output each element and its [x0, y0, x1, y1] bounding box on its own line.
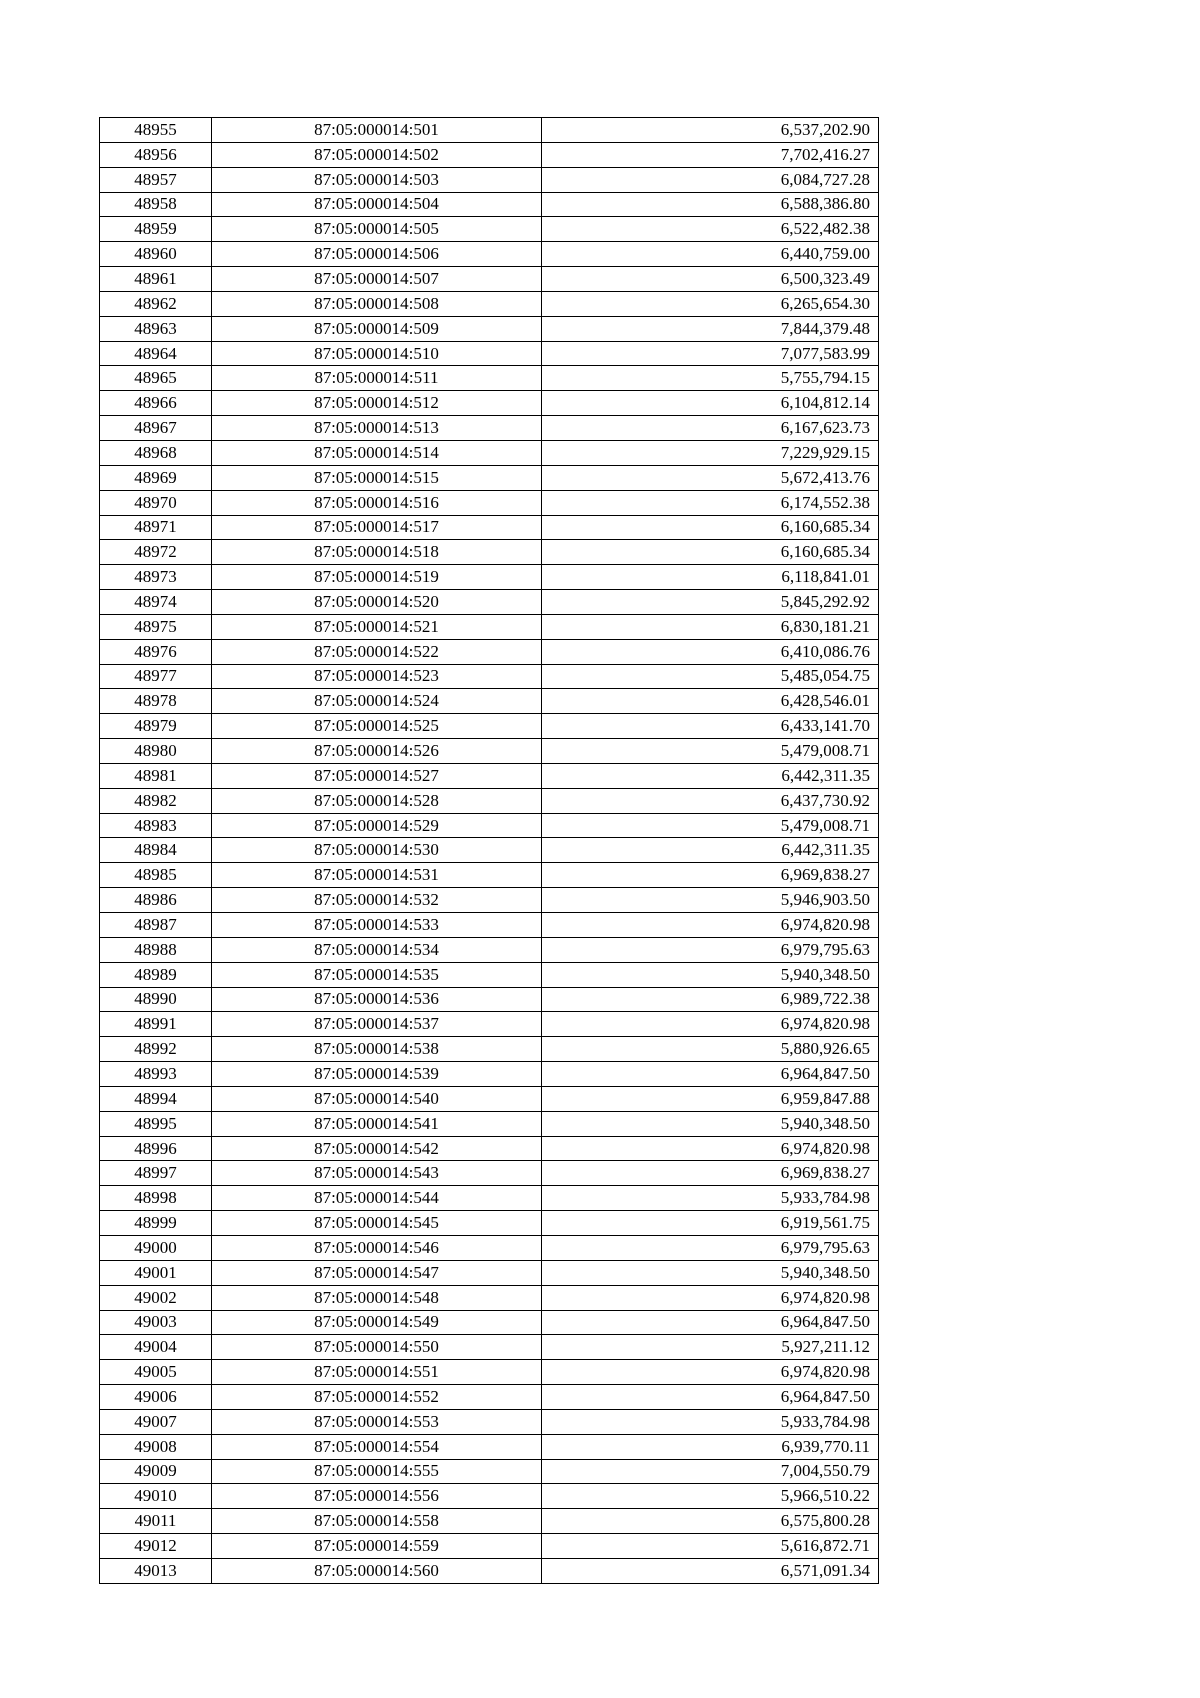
table-row [100, 639, 879, 664]
row-number-cell: 48976 [100, 639, 212, 664]
cadastral-number-cell: 87:05:000014:536 [212, 987, 542, 1012]
cadastral-number-cell: 87:05:000014:530 [212, 838, 542, 863]
value-cell: 6,522,482.38 [542, 217, 879, 242]
row-number-cell: 48987 [100, 913, 212, 938]
value-cell: 5,940,348.50 [542, 1111, 879, 1136]
cadastral-number-cell: 87:05:000014:540 [212, 1086, 542, 1111]
row-number-cell: 48979 [100, 714, 212, 739]
value-cell: 6,174,552.38 [542, 490, 879, 515]
cadastral-number-cell: 87:05:000014:534 [212, 937, 542, 962]
value-cell: 6,571,091.34 [542, 1558, 879, 1583]
table-row [100, 1260, 879, 1285]
row-number-cell: 48972 [100, 540, 212, 565]
cadastral-number-cell: 87:05:000014:551 [212, 1360, 542, 1385]
table-row [100, 714, 879, 739]
value-cell: 6,959,847.88 [542, 1086, 879, 1111]
table-row [100, 614, 879, 639]
cadastral-number-cell: 87:05:000014:515 [212, 465, 542, 490]
value-cell: 5,672,413.76 [542, 465, 879, 490]
value-cell: 6,575,800.28 [542, 1509, 879, 1534]
row-number-cell: 48964 [100, 341, 212, 366]
table-row [100, 1534, 879, 1559]
value-cell: 6,974,820.98 [542, 1360, 879, 1385]
value-cell: 6,974,820.98 [542, 1136, 879, 1161]
cadastral-number-cell: 87:05:000014:502 [212, 142, 542, 167]
cadastral-number-cell: 87:05:000014:552 [212, 1385, 542, 1410]
cadastral-number-cell: 87:05:000014:504 [212, 192, 542, 217]
value-cell: 5,940,348.50 [542, 1260, 879, 1285]
table-row [100, 1037, 879, 1062]
cadastral-number-cell: 87:05:000014:541 [212, 1111, 542, 1136]
table-row [100, 1136, 879, 1161]
cadastral-number-cell: 87:05:000014:525 [212, 714, 542, 739]
cadastral-number-cell: 87:05:000014:505 [212, 217, 542, 242]
table-row [100, 1509, 879, 1534]
table-row [100, 1459, 879, 1484]
cadastral-number-cell: 87:05:000014:509 [212, 316, 542, 341]
value-cell: 5,880,926.65 [542, 1037, 879, 1062]
row-number-cell: 48956 [100, 142, 212, 167]
cadastral-number-cell: 87:05:000014:544 [212, 1186, 542, 1211]
table-row [100, 490, 879, 515]
table-row [100, 788, 879, 813]
table-row [100, 813, 879, 838]
value-cell: 6,428,546.01 [542, 689, 879, 714]
row-number-cell: 48969 [100, 465, 212, 490]
value-cell: 6,964,847.50 [542, 1385, 879, 1410]
table-body [100, 118, 879, 1584]
row-number-cell: 48985 [100, 863, 212, 888]
row-number-cell: 48966 [100, 391, 212, 416]
cadastral-number-cell: 87:05:000014:522 [212, 639, 542, 664]
table-row [100, 366, 879, 391]
row-number-cell: 48980 [100, 739, 212, 764]
table-row [100, 1434, 879, 1459]
value-cell: 6,265,654.30 [542, 291, 879, 316]
row-number-cell: 48960 [100, 242, 212, 267]
cadastral-number-cell: 87:05:000014:555 [212, 1459, 542, 1484]
table-row [100, 1211, 879, 1236]
cadastral-number-cell: 87:05:000014:513 [212, 416, 542, 441]
row-number-cell: 49001 [100, 1260, 212, 1285]
cadastral-number-cell: 87:05:000014:535 [212, 962, 542, 987]
value-cell: 5,845,292.92 [542, 590, 879, 615]
value-cell: 7,229,929.15 [542, 440, 879, 465]
value-cell: 5,479,008.71 [542, 739, 879, 764]
row-number-cell: 48975 [100, 614, 212, 639]
cadastral-number-cell: 87:05:000014:532 [212, 888, 542, 913]
value-cell: 6,440,759.00 [542, 242, 879, 267]
table-row [100, 1484, 879, 1509]
cadastral-number-cell: 87:05:000014:527 [212, 763, 542, 788]
cadastral-number-cell: 87:05:000014:508 [212, 291, 542, 316]
table-row [100, 1161, 879, 1186]
table-row [100, 1360, 879, 1385]
value-cell: 6,969,838.27 [542, 1161, 879, 1186]
value-cell: 6,989,722.38 [542, 987, 879, 1012]
value-cell: 6,939,770.11 [542, 1434, 879, 1459]
value-cell: 6,437,730.92 [542, 788, 879, 813]
value-cell: 6,919,561.75 [542, 1211, 879, 1236]
row-number-cell: 48983 [100, 813, 212, 838]
value-cell: 6,500,323.49 [542, 267, 879, 292]
row-number-cell: 48984 [100, 838, 212, 863]
cadastral-number-cell: 87:05:000014:507 [212, 267, 542, 292]
cadastral-number-cell: 87:05:000014:553 [212, 1409, 542, 1434]
table-row [100, 1385, 879, 1410]
cadastral-number-cell: 87:05:000014:531 [212, 863, 542, 888]
row-number-cell: 48971 [100, 515, 212, 540]
value-cell: 6,588,386.80 [542, 192, 879, 217]
cadastral-number-cell: 87:05:000014:533 [212, 913, 542, 938]
row-number-cell: 48996 [100, 1136, 212, 1161]
row-number-cell: 48958 [100, 192, 212, 217]
value-cell: 5,933,784.98 [542, 1409, 879, 1434]
table-row [100, 739, 879, 764]
row-number-cell: 48962 [100, 291, 212, 316]
value-cell: 6,964,847.50 [542, 1062, 879, 1087]
value-cell: 6,964,847.50 [542, 1310, 879, 1335]
table-row [100, 1310, 879, 1335]
row-number-cell: 48959 [100, 217, 212, 242]
cadastral-number-cell: 87:05:000014:549 [212, 1310, 542, 1335]
value-cell: 5,940,348.50 [542, 962, 879, 987]
row-number-cell: 49010 [100, 1484, 212, 1509]
cadastral-number-cell: 87:05:000014:510 [212, 341, 542, 366]
value-cell: 5,616,872.71 [542, 1534, 879, 1559]
value-cell: 6,537,202.90 [542, 118, 879, 143]
value-cell: 7,004,550.79 [542, 1459, 879, 1484]
row-number-cell: 48957 [100, 167, 212, 192]
cadastral-number-cell: 87:05:000014:543 [212, 1161, 542, 1186]
cadastral-number-cell: 87:05:000014:548 [212, 1285, 542, 1310]
table-row [100, 763, 879, 788]
value-cell: 5,755,794.15 [542, 366, 879, 391]
cadastral-number-cell: 87:05:000014:516 [212, 490, 542, 515]
row-number-cell: 48991 [100, 1012, 212, 1037]
table-row [100, 863, 879, 888]
row-number-cell: 48982 [100, 788, 212, 813]
cadastral-number-cell: 87:05:000014:524 [212, 689, 542, 714]
table-row [100, 440, 879, 465]
cadastral-number-cell: 87:05:000014:560 [212, 1558, 542, 1583]
table-row [100, 142, 879, 167]
row-number-cell: 48977 [100, 664, 212, 689]
table-row [100, 416, 879, 441]
value-cell: 6,969,838.27 [542, 863, 879, 888]
table-row [100, 316, 879, 341]
table-row [100, 1086, 879, 1111]
value-cell: 5,933,784.98 [542, 1186, 879, 1211]
table-row [100, 962, 879, 987]
row-number-cell: 48988 [100, 937, 212, 962]
value-cell: 6,974,820.98 [542, 913, 879, 938]
row-number-cell: 48978 [100, 689, 212, 714]
value-cell: 6,160,685.34 [542, 540, 879, 565]
table-row [100, 1235, 879, 1260]
row-number-cell: 48981 [100, 763, 212, 788]
value-cell: 5,927,211.12 [542, 1335, 879, 1360]
table-row [100, 888, 879, 913]
value-cell: 6,974,820.98 [542, 1285, 879, 1310]
table-row [100, 341, 879, 366]
cadastral-number-cell: 87:05:000014:511 [212, 366, 542, 391]
value-cell: 6,442,311.35 [542, 763, 879, 788]
row-number-cell: 48968 [100, 440, 212, 465]
table-row [100, 689, 879, 714]
cadastral-number-cell: 87:05:000014:546 [212, 1235, 542, 1260]
row-number-cell: 48973 [100, 565, 212, 590]
table-row [100, 1558, 879, 1583]
row-number-cell: 49008 [100, 1434, 212, 1459]
cadastral-number-cell: 87:05:000014:550 [212, 1335, 542, 1360]
table-row [100, 1062, 879, 1087]
row-number-cell: 48998 [100, 1186, 212, 1211]
cadastral-number-cell: 87:05:000014:554 [212, 1434, 542, 1459]
cadastral-number-cell: 87:05:000014:528 [212, 788, 542, 813]
table-row [100, 664, 879, 689]
row-number-cell: 48989 [100, 962, 212, 987]
row-number-cell: 48993 [100, 1062, 212, 1087]
value-cell: 5,479,008.71 [542, 813, 879, 838]
cadastral-number-cell: 87:05:000014:514 [212, 440, 542, 465]
row-number-cell: 48995 [100, 1111, 212, 1136]
table-row [100, 1409, 879, 1434]
cadastral-number-cell: 87:05:000014:503 [212, 167, 542, 192]
table-row [100, 1012, 879, 1037]
cadastral-number-cell: 87:05:000014:512 [212, 391, 542, 416]
row-number-cell: 48986 [100, 888, 212, 913]
row-number-cell: 48967 [100, 416, 212, 441]
row-number-cell: 49012 [100, 1534, 212, 1559]
row-number-cell: 49006 [100, 1385, 212, 1410]
cadastral-number-cell: 87:05:000014:521 [212, 614, 542, 639]
cadastral-number-cell: 87:05:000014:547 [212, 1260, 542, 1285]
value-cell: 7,077,583.99 [542, 341, 879, 366]
row-number-cell: 48961 [100, 267, 212, 292]
cadastral-number-cell: 87:05:000014:558 [212, 1509, 542, 1534]
row-number-cell: 49007 [100, 1409, 212, 1434]
row-number-cell: 49003 [100, 1310, 212, 1335]
row-number-cell: 48955 [100, 118, 212, 143]
cadastral-number-cell: 87:05:000014:520 [212, 590, 542, 615]
row-number-cell: 48997 [100, 1161, 212, 1186]
value-cell: 6,974,820.98 [542, 1012, 879, 1037]
row-number-cell: 48965 [100, 366, 212, 391]
table-row [100, 267, 879, 292]
value-cell: 6,104,812.14 [542, 391, 879, 416]
value-cell: 5,485,054.75 [542, 664, 879, 689]
value-cell: 6,442,311.35 [542, 838, 879, 863]
row-number-cell: 49005 [100, 1360, 212, 1385]
value-cell: 6,118,841.01 [542, 565, 879, 590]
table-row [100, 937, 879, 962]
table-row [100, 1335, 879, 1360]
row-number-cell: 49000 [100, 1235, 212, 1260]
row-number-cell: 49011 [100, 1509, 212, 1534]
table-row [100, 590, 879, 615]
table-row [100, 167, 879, 192]
value-cell: 7,702,416.27 [542, 142, 879, 167]
row-number-cell: 49013 [100, 1558, 212, 1583]
row-number-cell: 49004 [100, 1335, 212, 1360]
row-number-cell: 48963 [100, 316, 212, 341]
value-cell: 6,979,795.63 [542, 1235, 879, 1260]
value-cell: 5,966,510.22 [542, 1484, 879, 1509]
cadastral-number-cell: 87:05:000014:537 [212, 1012, 542, 1037]
row-number-cell: 49002 [100, 1285, 212, 1310]
value-cell: 6,084,727.28 [542, 167, 879, 192]
cadastral-number-cell: 87:05:000014:523 [212, 664, 542, 689]
row-number-cell: 48990 [100, 987, 212, 1012]
table-row [100, 465, 879, 490]
cadastral-number-cell: 87:05:000014:526 [212, 739, 542, 764]
table-row [100, 391, 879, 416]
cadastral-number-cell: 87:05:000014:517 [212, 515, 542, 540]
cadastral-number-cell: 87:05:000014:542 [212, 1136, 542, 1161]
table-row [100, 1285, 879, 1310]
value-cell: 6,979,795.63 [542, 937, 879, 962]
value-cell: 6,433,141.70 [542, 714, 879, 739]
cadastral-number-cell: 87:05:000014:559 [212, 1534, 542, 1559]
value-cell: 6,167,623.73 [542, 416, 879, 441]
value-cell: 6,410,086.76 [542, 639, 879, 664]
table-row [100, 291, 879, 316]
table-row [100, 1111, 879, 1136]
table-row [100, 1186, 879, 1211]
table-row [100, 838, 879, 863]
row-number-cell: 48970 [100, 490, 212, 515]
cadastral-number-cell: 87:05:000014:506 [212, 242, 542, 267]
table-row [100, 192, 879, 217]
table-row [100, 242, 879, 267]
table-row [100, 515, 879, 540]
cadastral-number-cell: 87:05:000014:529 [212, 813, 542, 838]
table-row [100, 987, 879, 1012]
cadastral-value-table [99, 117, 879, 1584]
row-number-cell: 48974 [100, 590, 212, 615]
row-number-cell: 48994 [100, 1086, 212, 1111]
row-number-cell: 49009 [100, 1459, 212, 1484]
cadastral-number-cell: 87:05:000014:539 [212, 1062, 542, 1087]
row-number-cell: 48992 [100, 1037, 212, 1062]
row-number-cell: 48999 [100, 1211, 212, 1236]
table-row [100, 217, 879, 242]
cadastral-number-cell: 87:05:000014:538 [212, 1037, 542, 1062]
value-cell: 7,844,379.48 [542, 316, 879, 341]
table-row [100, 565, 879, 590]
table-row [100, 118, 879, 143]
value-cell: 6,160,685.34 [542, 515, 879, 540]
cadastral-number-cell: 87:05:000014:518 [212, 540, 542, 565]
cadastral-number-cell: 87:05:000014:545 [212, 1211, 542, 1236]
cadastral-number-cell: 87:05:000014:519 [212, 565, 542, 590]
cadastral-number-cell: 87:05:000014:501 [212, 118, 542, 143]
table-row [100, 540, 879, 565]
table-row [100, 913, 879, 938]
cadastral-number-cell: 87:05:000014:556 [212, 1484, 542, 1509]
value-cell: 6,830,181.21 [542, 614, 879, 639]
value-cell: 5,946,903.50 [542, 888, 879, 913]
